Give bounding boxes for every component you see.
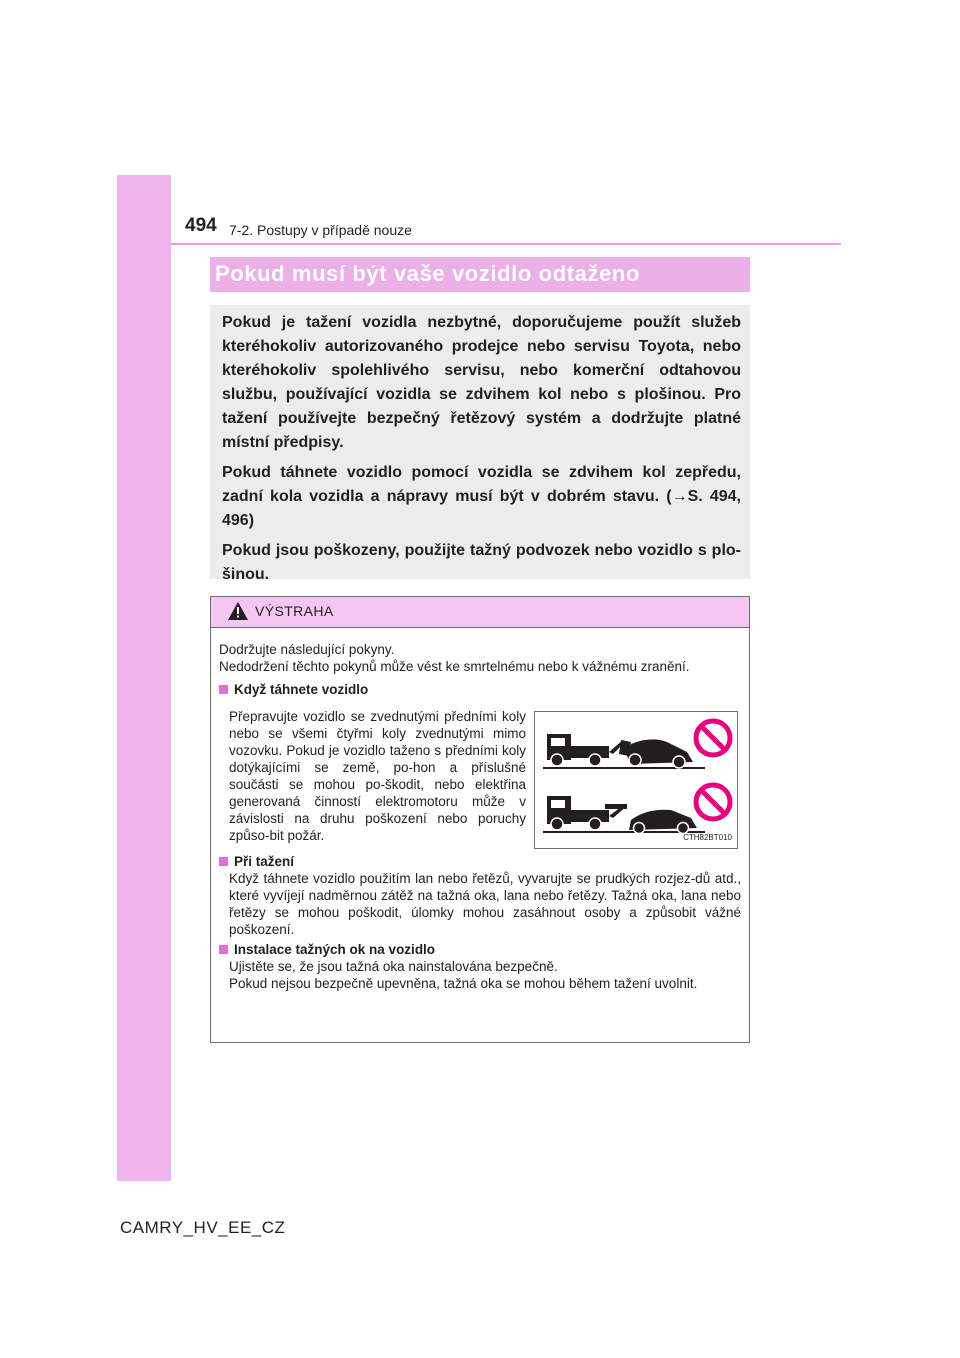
footer-code: CAMRY_HV_EE_CZ (120, 1218, 286, 1237)
warning-item-text: Pokud nejsou bezpečně upevněna, tažná oka se mohou během tažení uvolnit. (229, 976, 698, 991)
warning-lead-2: Nedodržení těchto pokynů může vést ke smrtelnému nebo k vážnému zranění. (219, 659, 690, 674)
bullet-square-icon (219, 685, 228, 694)
warning-item-heading: Když táhnete vozidlo (219, 681, 741, 698)
intro-box (210, 305, 750, 583)
warning-item-text: Když táhnete vozidlo použitím lan nebo řetězů, vyvarujte se prudkých rozjez-dů atd., které vyvíjejí nadměrnou zátěž na tažná oka, lana nebo řetězy. Tažná oka, lana nebo řetězy se mohou poškodit, úlomky mohou zasáhnout osoby a způsobit vážné poškození. (229, 871, 741, 937)
warning-item-heading: Při tažení (219, 853, 741, 870)
page-heading: Pokud musí být vaše vozidlo odtaženo (215, 261, 641, 286)
warning-header (211, 597, 749, 628)
tow-truck-illustration (535, 712, 737, 848)
warning-triangle-icon (228, 602, 248, 620)
intro-paragraph-2: Pokud táhnete vozidlo pomocí vozidla se zdvihem kol zepředu, zadní kola vozidla a nápravy musí být v dobrém stavu. (→S. 494, 496) (222, 464, 741, 529)
warning-item-text: Přepravujte vozidlo se zvednutými předními koly nebo se všemi čtyřmi koly zvednutými mimo vozovku. Pokud je vozidlo taženo s předními koly dotýkajícími se země, po-hon a příslušné součásti se mohou po-škodit, nebo elektřina generovaná činností elektromotoru může v závislosti na druhu poškození nebo poruchy způso-bit požár. (229, 709, 526, 843)
towing-illustration (534, 711, 738, 849)
intro-paragraph-1: Pokud je tažení vozidla nezbytné, doporučujeme použít služeb kteréhokoliv autorizovaného prodejce nebo servisu Toyota, nebo kteréhokoliv spolehlivého servisu, nebo komerční odtahovou službu, používající vozidla se zdvihem kol nebo s plošinou. Pro tažení používejte bezpečný řetězový systém a dodržujte platné místní předpisy. (222, 314, 741, 451)
intro-paragraph-3: Pokud jsou poškozeny, použijte tažný podvozek nebo vozidlo s plo-šinou. (222, 542, 741, 583)
towing-row (219, 708, 741, 849)
figure-code: CTH82BT010 (683, 833, 732, 842)
header-rule (171, 243, 841, 245)
bullet-square-icon (219, 857, 228, 866)
warning-title: VÝSTRAHA (255, 603, 334, 619)
page-number: 494 (185, 215, 217, 236)
warning-item-text: Ujistěte se, že jsou tažná oka nainstalována bezpečně. (229, 959, 558, 974)
warning-body (211, 628, 749, 992)
section-title: 7-2. Postupy v případě nouze (229, 222, 412, 238)
heading-bar (210, 257, 750, 292)
warning-box (210, 596, 750, 1043)
bullet-square-icon (219, 945, 228, 954)
warning-item-heading: Instalace tažných ok na vozidlo (219, 941, 741, 958)
chapter-sidebar (117, 175, 171, 1181)
warning-lead-1: Dodržujte následující pokyny. (219, 642, 395, 657)
